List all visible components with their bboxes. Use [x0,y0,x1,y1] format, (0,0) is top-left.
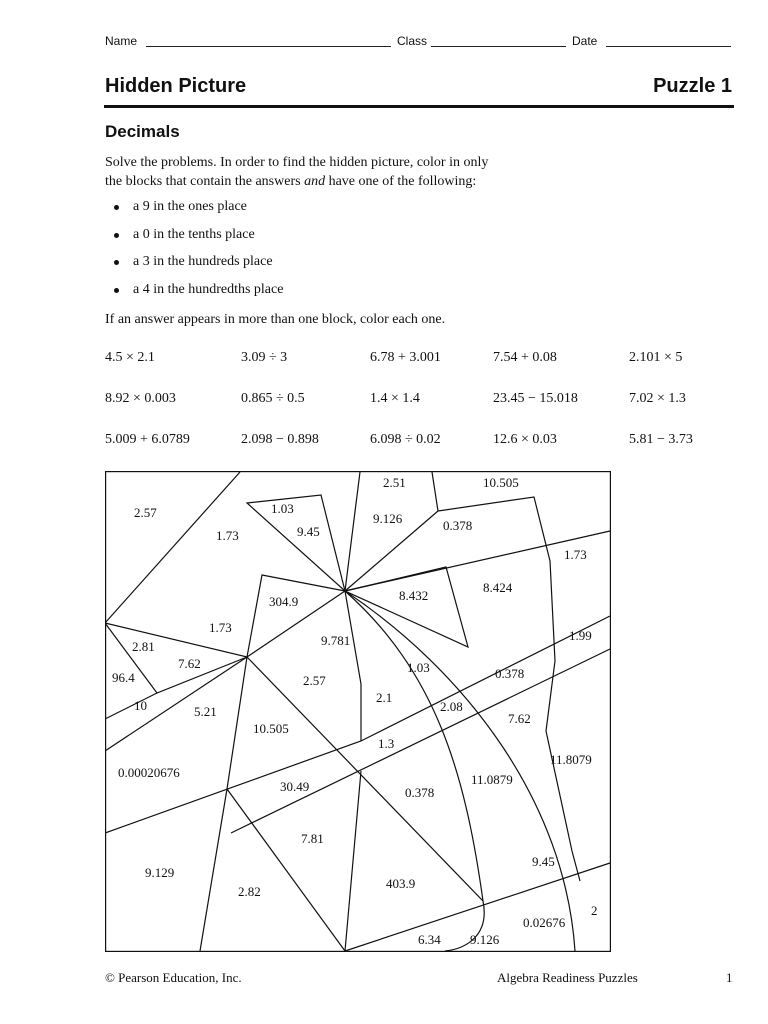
problem-expression: 6.78 + 3.001 [370,350,441,365]
puzzle-block-label: 10.505 [253,721,289,736]
puzzle-block-label: 2.81 [132,639,155,654]
problem-expression: 1.4 × 1.4 [370,391,420,406]
puzzle-block-label: 9.45 [532,854,555,869]
puzzle-line [105,693,157,719]
problem-expression: 8.92 × 0.003 [105,391,176,406]
problem-expression: 5.009 + 6.0789 [105,432,190,447]
criteria-list [110,199,283,309]
instructions-line-2: the blocks that contain the answers and have one of the following: [105,174,477,189]
puzzle-block-label: 5.21 [194,704,217,719]
puzzle-block-label: 9.129 [145,865,175,880]
puzzle-block-label: 2.51 [383,475,406,490]
problem-expression: 7.54 + 0.08 [493,350,557,365]
instructions-text [105,153,745,191]
criteria-item: a 3 in the hundreds place [110,254,283,282]
puzzle-block-label: 1.03 [271,501,294,516]
puzzle-line [432,472,438,511]
puzzle-line [231,649,610,833]
puzzle-lines [105,472,610,952]
puzzle-block-label: 2.57 [303,673,326,688]
puzzle-block-label: 30.49 [280,779,310,794]
puzzle-block-label: 11.0879 [471,772,513,787]
puzzle-line [438,497,580,881]
puzzle-block-label: 403.9 [386,876,416,891]
puzzle-block-label: 0.00020676 [118,765,180,780]
puzzle-block-label: 9.781 [321,633,351,648]
date-field[interactable] [606,46,731,47]
instructions-note: If an answer appears in more than one block, color each one. [105,312,446,327]
puzzle-block-label: 9.126 [470,932,500,947]
puzzle-block-label: 11.8079 [550,752,592,767]
puzzle-block-label: 2.82 [238,884,261,899]
name-label: Name [105,34,138,48]
puzzle-line [227,657,247,789]
puzzle-line [105,472,240,623]
puzzle-block-label: 8.432 [399,588,429,603]
page-number: 1 [726,970,733,985]
class-field[interactable] [431,46,566,47]
puzzle-block-label: 10 [134,698,147,713]
puzzle-block-label: 1.3 [378,736,395,751]
problem-expression: 0.865 ÷ 0.5 [241,391,305,406]
criteria-item: a 0 in the tenths place [110,227,283,255]
bullet-icon [114,260,119,265]
puzzle-block-label: 96.4 [112,670,135,685]
puzzle-number: Puzzle 1 [653,75,732,97]
puzzle-block-label: 0.378 [405,785,435,800]
class-label: Class [397,34,428,48]
date-label: Date [572,34,598,48]
title-rule [104,105,734,108]
page-title: Hidden Picture [105,75,247,97]
problem-expression: 7.02 × 1.3 [629,391,686,406]
puzzle-line [200,789,227,951]
puzzle-block-label: 0.378 [443,518,473,533]
copyright-notice: © Pearson Education, Inc. [105,970,242,985]
problem-expression: 23.45 − 15.018 [493,391,578,406]
section-subtitle: Decimals [105,122,180,141]
criteria-item: a 9 in the ones place [110,199,283,227]
puzzle-block-label: 10.505 [483,475,519,490]
puzzle-block-label: 1.03 [407,660,430,675]
puzzle-block-label: 1.99 [569,628,592,643]
puzzle-block-label: 8.424 [483,580,513,595]
criteria-item: a 4 in the hundredths place [110,282,283,310]
puzzle-block-label: 1.73 [564,547,587,562]
puzzle-block-label: 6.34 [418,932,441,947]
name-field[interactable] [146,46,391,47]
puzzle-block-label: 1.73 [209,620,232,635]
puzzle-line [345,591,575,951]
puzzle-block-label: 7.62 [508,711,531,726]
instructions-line-1: Solve the problems. In order to find the hidden picture, color in only [105,155,489,170]
puzzle-block-label: 0.02676 [523,915,566,930]
problem-expression: 2.101 × 5 [629,350,683,365]
puzzle-block-label: 0.378 [495,666,525,681]
puzzle-block-label: 7.81 [301,831,324,846]
problem-expression: 3.09 ÷ 3 [241,350,288,365]
problem-expression: 12.6 × 0.03 [493,432,557,447]
bullet-icon [114,233,119,238]
puzzle-block-label: 304.9 [269,594,299,609]
puzzle-block-label: 7.62 [178,656,201,671]
puzzle-line [345,472,360,591]
problem-expression: 4.5 × 2.1 [105,350,155,365]
bullet-icon [114,205,119,210]
puzzle-line [227,789,345,951]
problem-expression: 2.098 − 0.898 [241,432,319,447]
hidden-picture-puzzle [105,471,611,952]
book-title: Algebra Readiness Puzzles [497,970,638,985]
puzzle-line [345,591,361,741]
puzzle-border [106,472,611,952]
bullet-icon [114,288,119,293]
puzzle-block-label: 2.08 [440,699,463,714]
puzzle-block-label: 9.45 [297,524,320,539]
puzzle-block-label: 2 [591,903,598,918]
puzzle-line [345,771,361,951]
puzzle-labels [112,475,598,947]
problem-expression: 6.098 ÷ 0.02 [370,432,441,447]
puzzle-block-label: 2.1 [376,690,393,705]
problem-expression: 5.81 − 3.73 [629,432,693,447]
puzzle-block-label: 1.73 [216,528,239,543]
puzzle-block-label: 9.126 [373,511,403,526]
puzzle-line [345,567,468,647]
puzzle-block-label: 2.57 [134,505,157,520]
